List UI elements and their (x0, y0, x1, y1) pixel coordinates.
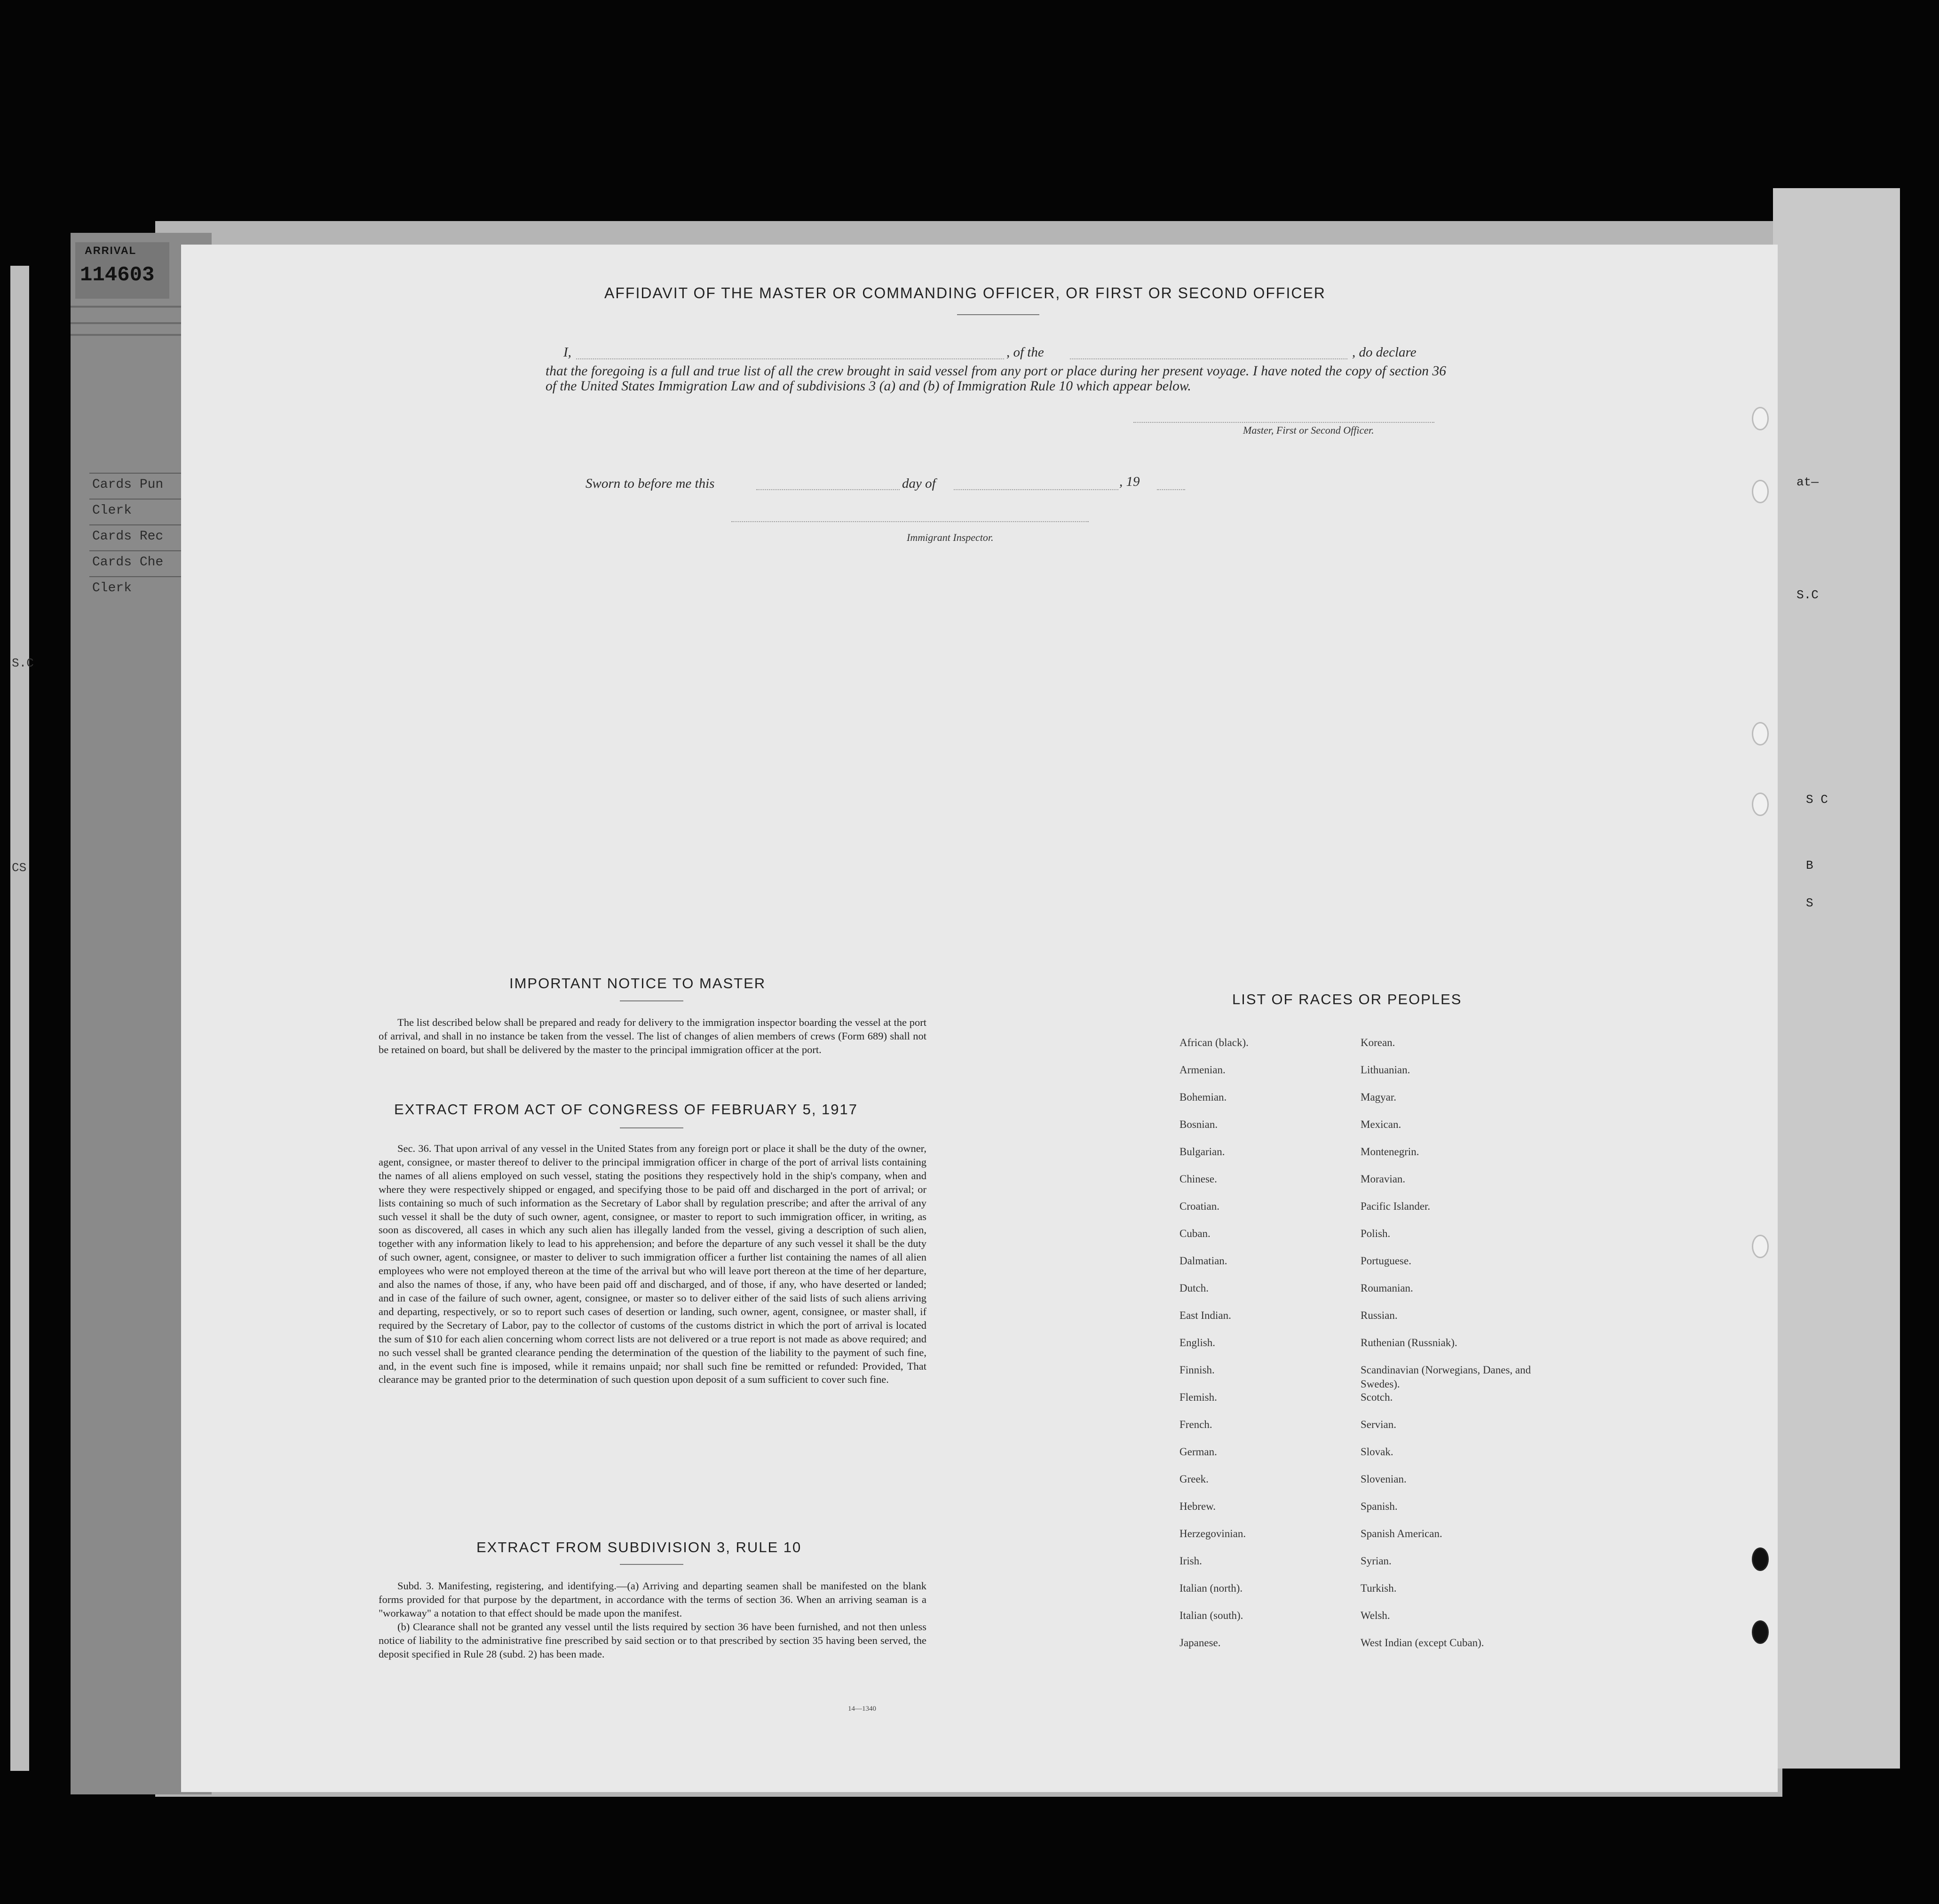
inspector-caption: Immigrant Inspector. (907, 532, 994, 543)
left-edge-sheet (10, 266, 29, 1771)
race-item: Scandinavian (Norwegians, Danes, and Swedes). (1361, 1364, 1531, 1390)
arrival-number: 114603 (80, 263, 155, 287)
race-item: Herzegovinian. (1179, 1528, 1246, 1539)
declaration-text: that the foregoing is a full and true list of all the crew brought in said vessel from any port or place during her present voyage. I have noted the copy of section 36 of the United States Immigration Law and of subdivisions 3 (a) and (b) of Immigration Rule 10 which appear below. (546, 364, 1446, 394)
race-item: Lithuanian. (1361, 1064, 1410, 1076)
race-item: Spanish. (1361, 1500, 1398, 1512)
race-item: Montenegrin. (1361, 1146, 1419, 1158)
race-item: Korean. (1361, 1037, 1395, 1048)
race-item: Irish. (1179, 1555, 1202, 1567)
card-label: Cards Che (89, 550, 196, 574)
race-item: Italian (south). (1179, 1610, 1243, 1621)
race-item: Bosnian. (1179, 1119, 1218, 1130)
race-item: Cuban. (1179, 1228, 1211, 1239)
race-item: Spanish American. (1361, 1528, 1442, 1539)
rule-extract-title: EXTRACT FROM SUBDIVISION 3, RULE 10 (476, 1539, 802, 1555)
race-item: Armenian. (1179, 1064, 1226, 1076)
race-item: Pacific Islander. (1361, 1200, 1431, 1212)
day-of-label: day of (902, 476, 936, 491)
act-extract-rule (620, 1127, 683, 1128)
race-item: Slovenian. (1361, 1473, 1407, 1485)
notice-rule (620, 1000, 683, 1001)
races-column-1 (1179, 1036, 1344, 1663)
race-item: Japanese. (1179, 1637, 1221, 1649)
of-the-label: , of the (1006, 345, 1044, 360)
race-item: Ruthenian (Russniak). (1361, 1337, 1457, 1349)
right-edge-text: B (1806, 858, 1813, 873)
race-item: Finnish. (1179, 1364, 1215, 1376)
races-title: LIST OF RACES OR PEOPLES (1232, 991, 1462, 1008)
punch-hole (1752, 407, 1769, 430)
race-item: Croatian. (1179, 1200, 1219, 1212)
section-36-paragraph: Sec. 36. That upon arrival of any vessel in the United States from any foreign port or place it shall be the duty of the owner, agent, consignee, or master thereof to deliver to the principal immigration officer in charge of the port of arrival lists containing the names of all aliens employed on such vessel, stating the positions they respectively hold in the ship's company, when and where they were respectively shipped or engaged, and specifying those to be paid off and discharged in the port of arrival; or lists containing so much of such information as the Secretary of Labor shall by regulation prescribe; and after the arrival of any such vessel it shall be the duty of such owner, agent, consignee, or master to report to such immigration officer, in writing, as soon as discovered, all cases in which any such alien has illegally landed from the vessel, giving a description of such alien, together with any information likely to lead to his apprehension; and before the departure of any such vessel it shall be the duty of such owner, agent, consignee, or master to deliver to such immigration officer a further list containing the names of all alien employees who were not employed thereon at the time of the arrival but who will leave port thereon at the time of her departure, and also the names of those, if any, who have been paid off and discharged, and of those, if any, who have deserted or landed; and in case of the failure of such owner, agent, consignee, or master so to deliver either of the said lists of such aliens arriving and departing, respectively, or so to report such cases of desertion or landing, such owner, agent, consignee, or master shall, if required by the Secretary of Labor, pay to the collector of customs of the customs district in which the port of arrival is located the sum of $10 for each alien concerning whom correct lists are not delivered or a true report is not made as above required; and no such vessel shall be granted clearance pending the determination of the question of the liability to the payment of such fine, and, in the event such fine is imposed, while it remains unpaid; nor shall such fine be remitted or refunded: Provided, That clearance may be granted prior to the determination of such question upon deposit of a sum sufficient to cover such fine. (379, 1142, 926, 1386)
right-edge-text: at— (1797, 475, 1819, 489)
declarant-label: I, (563, 345, 571, 360)
race-item: West Indian (except Cuban). (1361, 1637, 1484, 1649)
rule-extract-text (379, 1579, 926, 1661)
race-item: Chinese. (1179, 1173, 1217, 1185)
race-item: Scotch. (1361, 1391, 1393, 1403)
punch-hole (1752, 722, 1769, 746)
notice-paragraph: The list described below shall be prepared and ready for delivery to the immigration inspector boarding the vessel at the port of arrival, and shall in no instance be taken from the vessel. The list of changes of alien members of crews (Form 689) shall not be retained on board, but shall be delivered by the master to the principal immigration officer at the port. (379, 1016, 926, 1055)
sworn-label: Sworn to before me this (586, 476, 715, 491)
race-item: Welsh. (1361, 1610, 1390, 1621)
race-item: Polish. (1361, 1228, 1391, 1239)
punch-hole (1752, 1620, 1769, 1644)
race-item: Magyar. (1361, 1091, 1397, 1103)
race-item: French. (1179, 1419, 1212, 1430)
race-item: Hebrew. (1179, 1500, 1216, 1512)
race-item: Mexican. (1361, 1119, 1401, 1130)
act-extract-text (379, 1142, 926, 1387)
left-edge-text: S.C (12, 656, 34, 670)
race-item: Roumanian. (1361, 1282, 1413, 1294)
punch-hole (1752, 793, 1769, 816)
left-edge-text: CS (12, 861, 27, 875)
race-item: Flemish. (1179, 1391, 1217, 1403)
title-rule (957, 314, 1039, 315)
card-label: Cards Rec (89, 524, 196, 548)
notice-text (379, 1016, 926, 1057)
race-item: English. (1179, 1337, 1216, 1349)
right-edge-text: S (1806, 896, 1813, 910)
punch-hole (1752, 1547, 1769, 1571)
race-item: German. (1179, 1446, 1217, 1458)
race-item: Dutch. (1179, 1282, 1209, 1294)
card-label: Clerk (89, 576, 196, 600)
race-item: Russian. (1361, 1309, 1398, 1321)
month-blank (954, 489, 1118, 490)
right-back-sheet (1773, 188, 1900, 1769)
race-item: Greek. (1179, 1473, 1209, 1485)
rule-extract-rule (620, 1564, 683, 1565)
name-blank (576, 358, 1004, 359)
punch-hole (1752, 480, 1769, 503)
races-column-2 (1361, 1036, 1563, 1663)
race-item: Portuguese. (1361, 1255, 1411, 1267)
punch-hole (1752, 1235, 1769, 1258)
act-extract-title: EXTRACT FROM ACT OF CONGRESS OF FEBRUARY 5, 1917 (394, 1101, 858, 1118)
race-item: Italian (north). (1179, 1582, 1243, 1594)
right-edge-text: S C (1806, 793, 1828, 807)
master-caption: Master, First or Second Officer. (1243, 424, 1374, 436)
race-item: Dalmatian. (1179, 1255, 1227, 1267)
year-prefix: , 19 (1119, 474, 1140, 489)
arrival-label: ARRIVAL (85, 245, 137, 256)
right-edge-text: S.C (1797, 588, 1819, 602)
race-item: Slovak. (1361, 1446, 1393, 1458)
race-item: African (black). (1179, 1037, 1249, 1048)
race-item: Bulgarian. (1179, 1146, 1225, 1158)
form-number: 14—1340 (848, 1705, 876, 1713)
master-signature-line (1133, 422, 1434, 423)
race-item: Syrian. (1361, 1555, 1392, 1567)
notice-title: IMPORTANT NOTICE TO MASTER (509, 975, 766, 992)
race-item: Moravian. (1361, 1173, 1406, 1185)
affidavit-title: AFFIDAVIT OF THE MASTER OR COMMANDING OFFICER, OR FIRST OR SECOND OFFICER (604, 285, 1326, 301)
race-item: Turkish. (1361, 1582, 1397, 1594)
do-declare-label: , do declare (1352, 345, 1417, 360)
card-label: Clerk (89, 499, 196, 522)
vessel-blank (1070, 358, 1347, 359)
subdivision-a-paragraph: Subd. 3. Manifesting, registering, and identifying.—(a) Arriving and departing seamen shall be manifested on the blank forms provided for that purpose by the department, in accordance with the terms of section 36. When an arriving seaman is a "workaway" a notation to that effect should be made upon the manifest. (379, 1580, 926, 1619)
card-label: Cards Pun (89, 473, 196, 496)
subdivision-b-paragraph: (b) Clearance shall not be granted any vessel until the lists required by section 36 have been furnished, and not then unless notice of liability to the administrative fine prescribed by said section or to that prescribed by section 35 having been served, the deposit specified in Rule 28 (subd. 2) has been made. (379, 1620, 926, 1660)
day-blank (756, 489, 900, 490)
race-item: Servian. (1361, 1419, 1397, 1430)
inspector-signature-line (731, 521, 1089, 522)
race-item: Bohemian. (1179, 1091, 1227, 1103)
race-item: East Indian. (1179, 1309, 1231, 1321)
year-blank (1157, 489, 1185, 490)
